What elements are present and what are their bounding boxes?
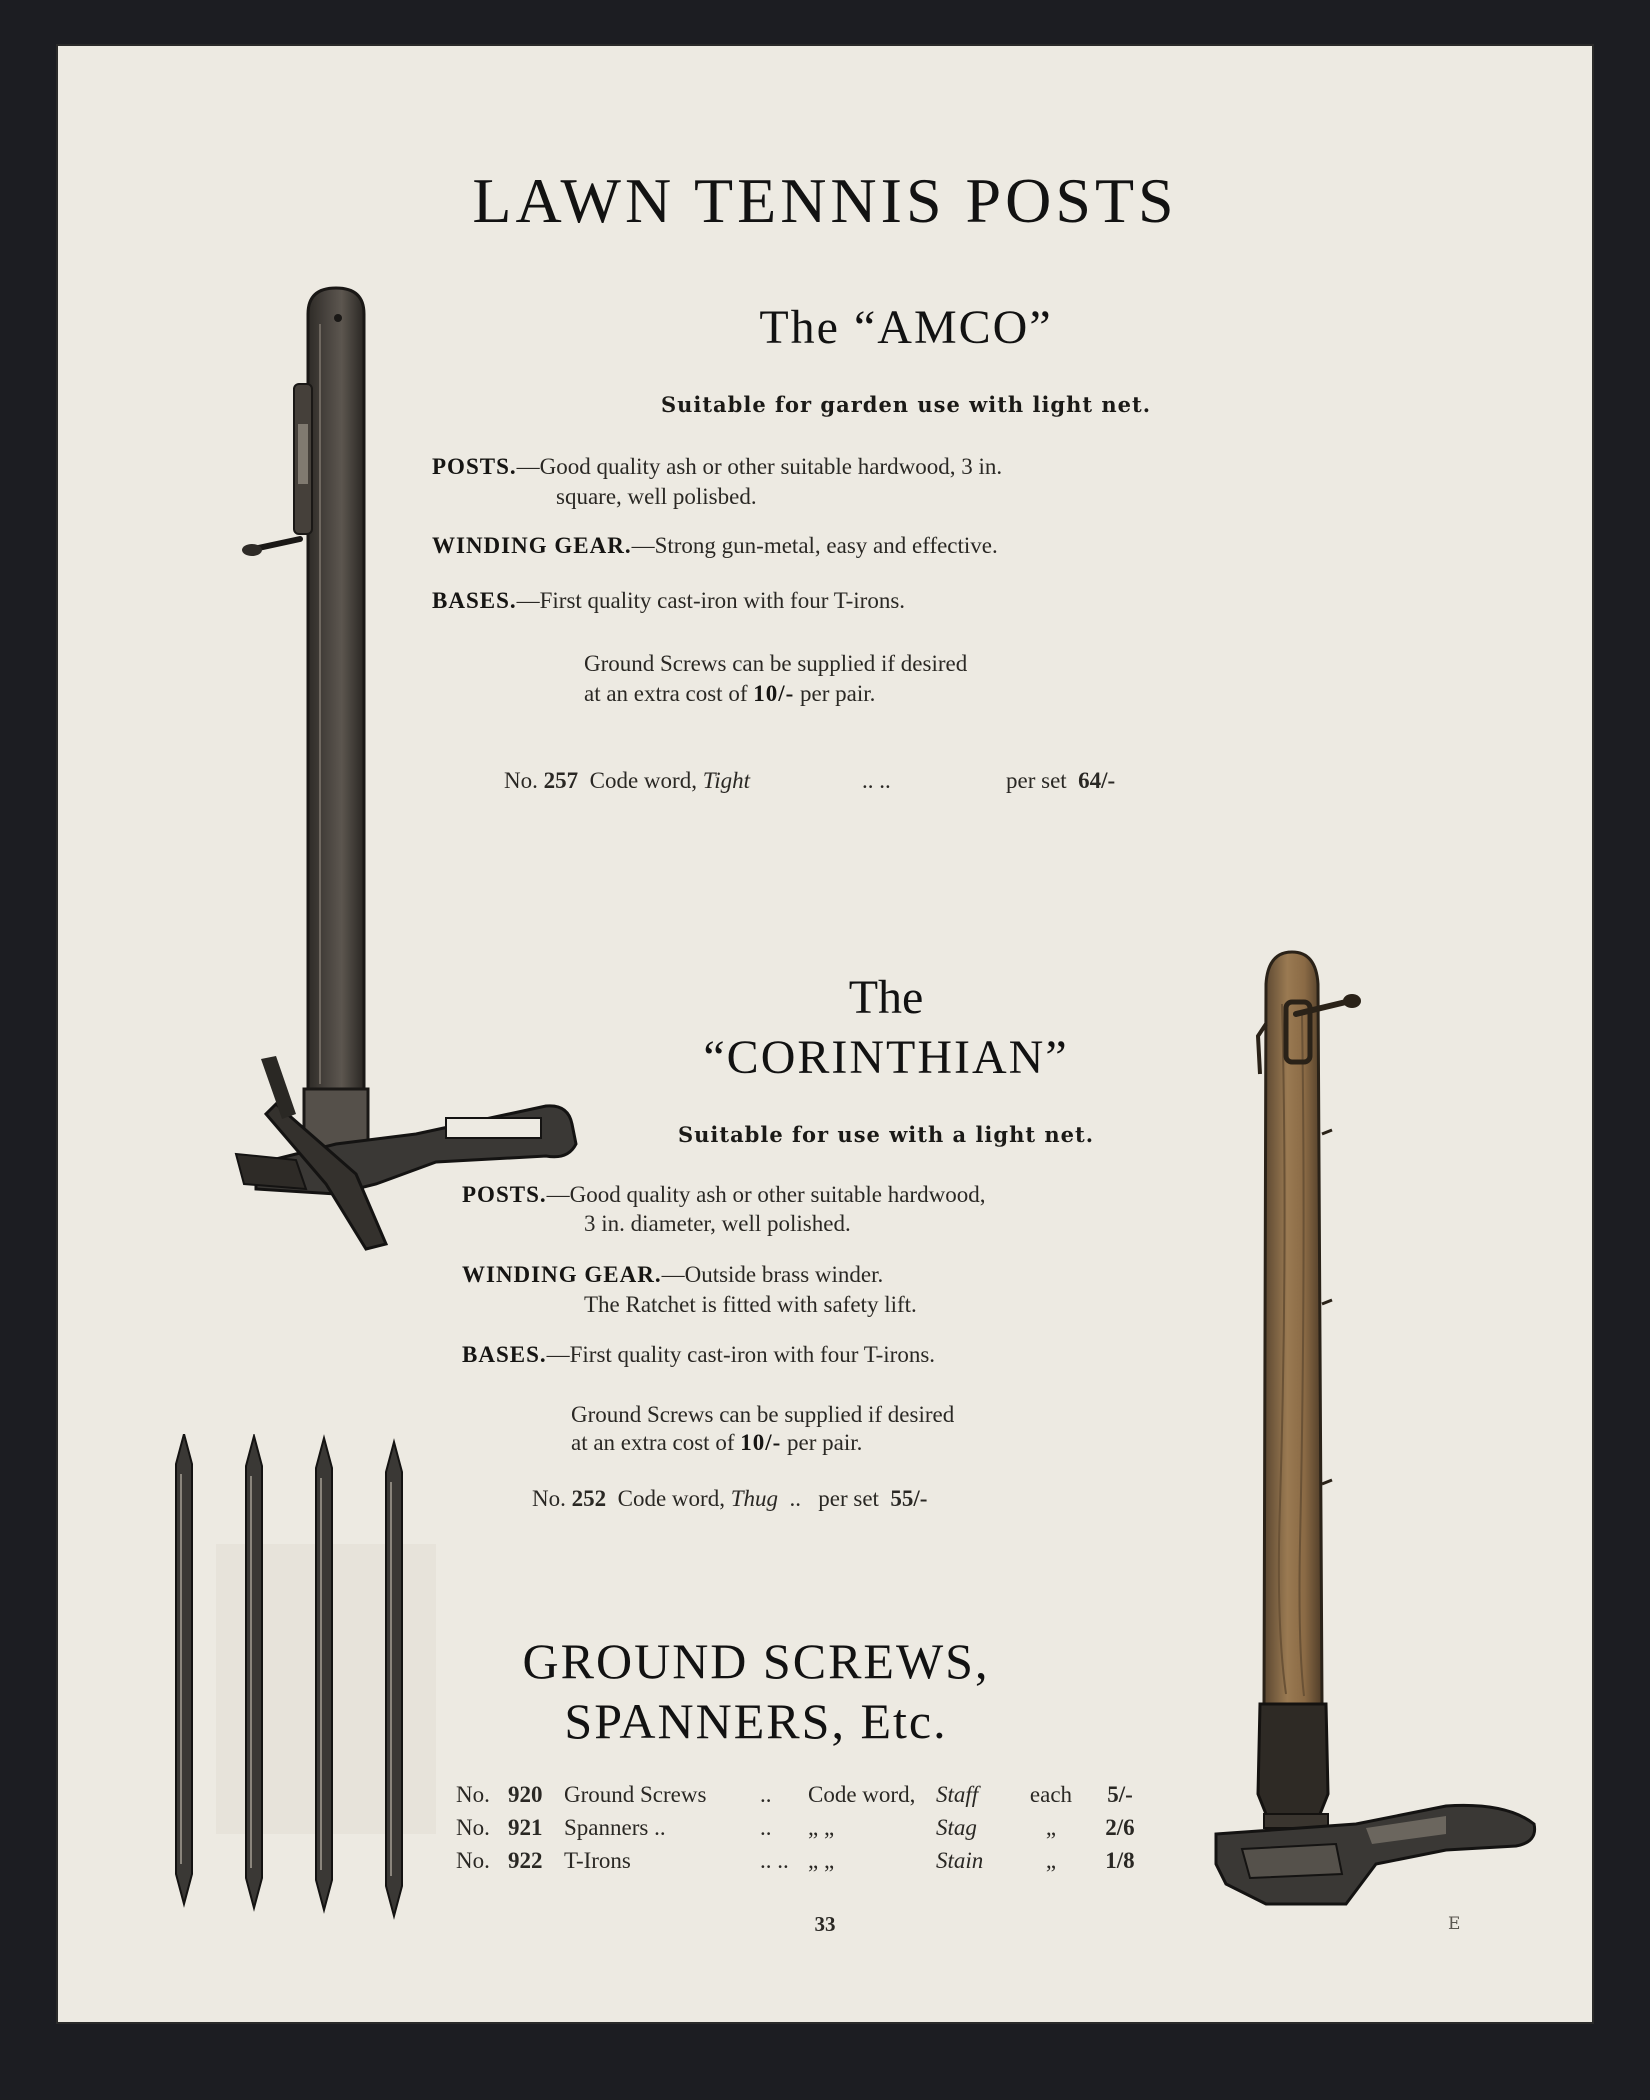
part-no-label: No. (456, 1847, 490, 1873)
amco-per-set-label: per set (1006, 768, 1067, 793)
part-name: Ground Screws (564, 1781, 707, 1807)
part-code-word: Stag (936, 1814, 977, 1840)
corinthian-no-label: No. (532, 1486, 566, 1511)
corinthian-bases-label: BASES. (462, 1342, 547, 1367)
page-title: LAWN TENNIS POSTS (472, 165, 1178, 236)
corinthian-per-set-label: per set (818, 1486, 879, 1511)
part-price: 5/- (1107, 1781, 1133, 1807)
part-no-label: No. (456, 1781, 490, 1807)
part-no-label: No. (456, 1814, 490, 1840)
table-cell (760, 1778, 808, 1811)
amco-per-set (1006, 768, 1115, 794)
amco-code-label: Code word, (589, 768, 697, 793)
corinthian-posts-label: POSTS. (462, 1182, 547, 1207)
part-dots: .. .. (760, 1847, 789, 1873)
amco-no-label: No. (504, 768, 538, 793)
corinthian-screws-pre: at an extra cost of (571, 1430, 735, 1455)
table-cell (456, 1778, 508, 1811)
table-cell (508, 1811, 564, 1844)
table-cell (1012, 1778, 1090, 1811)
corinthian-price-line (532, 1486, 927, 1512)
table-cell (1012, 1811, 1090, 1844)
table-cell (808, 1844, 936, 1877)
corinthian-price: 55/- (890, 1486, 928, 1511)
ground-screws-illustration (156, 1434, 496, 1924)
amco-price-line (504, 768, 750, 794)
part-price: 2/6 (1105, 1814, 1135, 1840)
part-dots: .. (760, 1814, 772, 1840)
corinthian-bases-spec (462, 1340, 935, 1369)
table-cell (508, 1778, 564, 1811)
amco-bases-label: BASES. (432, 588, 517, 613)
amco-bases-spec (432, 586, 905, 615)
corinthian-winding-text-2: The Ratchet is fitted with safety lift. (584, 1292, 917, 1317)
amco-winding-text: —Strong gun-metal, easy and effective. (631, 533, 998, 558)
part-number: 921 (508, 1814, 543, 1840)
table-cell (564, 1778, 760, 1811)
amco-number: 257 (543, 768, 579, 793)
part-price: 1/8 (1105, 1847, 1135, 1873)
amco-posts-label: POSTS. (432, 454, 517, 479)
amco-winding-label: WINDING GEAR. (432, 533, 632, 558)
corinthian-winding-spec (462, 1260, 883, 1289)
ground-screws-heading-2: SPANNERS, Etc. (564, 1693, 948, 1749)
table-cell (808, 1778, 936, 1811)
page-number: 33 (814, 1912, 836, 1936)
amco-posts-spec (432, 452, 1002, 481)
amco-screws-line-2 (584, 679, 875, 708)
corinthian-bases-text: —First quality cast-iron with four T-irons. (546, 1342, 936, 1367)
part-code-label: „ „ (808, 1814, 835, 1840)
part-code-word: Staff (936, 1781, 979, 1807)
part-code-label: Code word, (808, 1781, 916, 1807)
table-cell (936, 1778, 1012, 1811)
corinthian-subtitle: Suitable for use with a light net. (677, 1122, 1095, 1147)
part-code-label: „ „ (808, 1847, 835, 1873)
table-row (456, 1844, 1150, 1877)
part-code-word: Stain (936, 1847, 984, 1873)
part-name: T-Irons (564, 1847, 631, 1873)
corinthian-posts-spec (462, 1180, 985, 1209)
corinthian-screws-price: 10/- (740, 1430, 782, 1455)
corinthian-winding-text: —Outside brass winder. (661, 1262, 884, 1287)
corinthian-number: 252 (571, 1486, 607, 1511)
table-cell (1090, 1778, 1150, 1811)
corinthian-posts-text-2: 3 in. diameter, well polished. (584, 1211, 851, 1236)
amco-posts-text: —Good quality ash or other suitable hardwood, 3 in. (516, 454, 1003, 479)
amco-heading: The “AMCO” (759, 301, 1053, 354)
amco-screws-price: 10/- (753, 681, 795, 706)
part-number: 920 (508, 1781, 543, 1807)
table-cell (808, 1811, 936, 1844)
amco-screws-post: per pair. (800, 681, 876, 706)
corinthian-post-illustration (1146, 944, 1566, 1924)
table-cell (760, 1844, 808, 1877)
table-cell (1090, 1811, 1150, 1844)
corinthian-screws-line-2 (571, 1428, 862, 1457)
table-cell (564, 1811, 760, 1844)
part-unit: „ (1045, 1847, 1057, 1873)
part-number: 922 (508, 1847, 543, 1873)
table-cell (936, 1811, 1012, 1844)
amco-price: 64/- (1078, 768, 1116, 793)
part-unit: „ (1045, 1814, 1057, 1840)
amco-posts-text-2: square, well polisbed. (556, 484, 757, 509)
corinthian-posts-text: —Good quality ash or other suitable hardwood, (546, 1182, 986, 1207)
amco-dots: .. .. (862, 768, 891, 793)
signature-mark: E (1448, 1914, 1461, 1934)
part-name: Spanners .. (564, 1814, 666, 1840)
amco-code-word: Tight (702, 768, 751, 793)
table-row (456, 1778, 1150, 1811)
corinthian-winding-label: WINDING GEAR. (462, 1262, 662, 1287)
table-cell (564, 1844, 760, 1877)
table-cell (760, 1811, 808, 1844)
corinthian-screws-line-1: Ground Screws can be supplied if desired (571, 1402, 955, 1427)
amco-winding-spec (432, 531, 998, 560)
table-cell (1012, 1844, 1090, 1877)
table-cell (456, 1844, 508, 1877)
table-cell (936, 1844, 1012, 1877)
parts-price-table (456, 1778, 1150, 1877)
corinthian-screws-post: per pair. (787, 1430, 863, 1455)
amco-subtitle: Suitable for garden use with light net. (660, 392, 1152, 417)
table-cell (456, 1811, 508, 1844)
part-unit: each (1029, 1781, 1073, 1807)
table-cell (1090, 1844, 1150, 1877)
amco-bases-text: —First quality cast-iron with four T-irons. (516, 588, 906, 613)
corinthian-dots: .. (789, 1486, 801, 1511)
amco-screws-line-1: Ground Screws can be supplied if desired (584, 651, 968, 676)
table-row (456, 1811, 1150, 1844)
ground-screws-heading-1: GROUND SCREWS, (522, 1633, 990, 1689)
table-cell (508, 1844, 564, 1877)
part-dots: .. (760, 1781, 772, 1807)
corinthian-heading-1: The (848, 971, 924, 1024)
corinthian-code-label: Code word, (617, 1486, 725, 1511)
corinthian-code-word: Thug (730, 1486, 778, 1511)
amco-screws-pre: at an extra cost of (584, 681, 748, 706)
catalogue-page (56, 44, 1594, 2024)
corinthian-heading-2: “CORINTHIAN” (703, 1031, 1069, 1084)
